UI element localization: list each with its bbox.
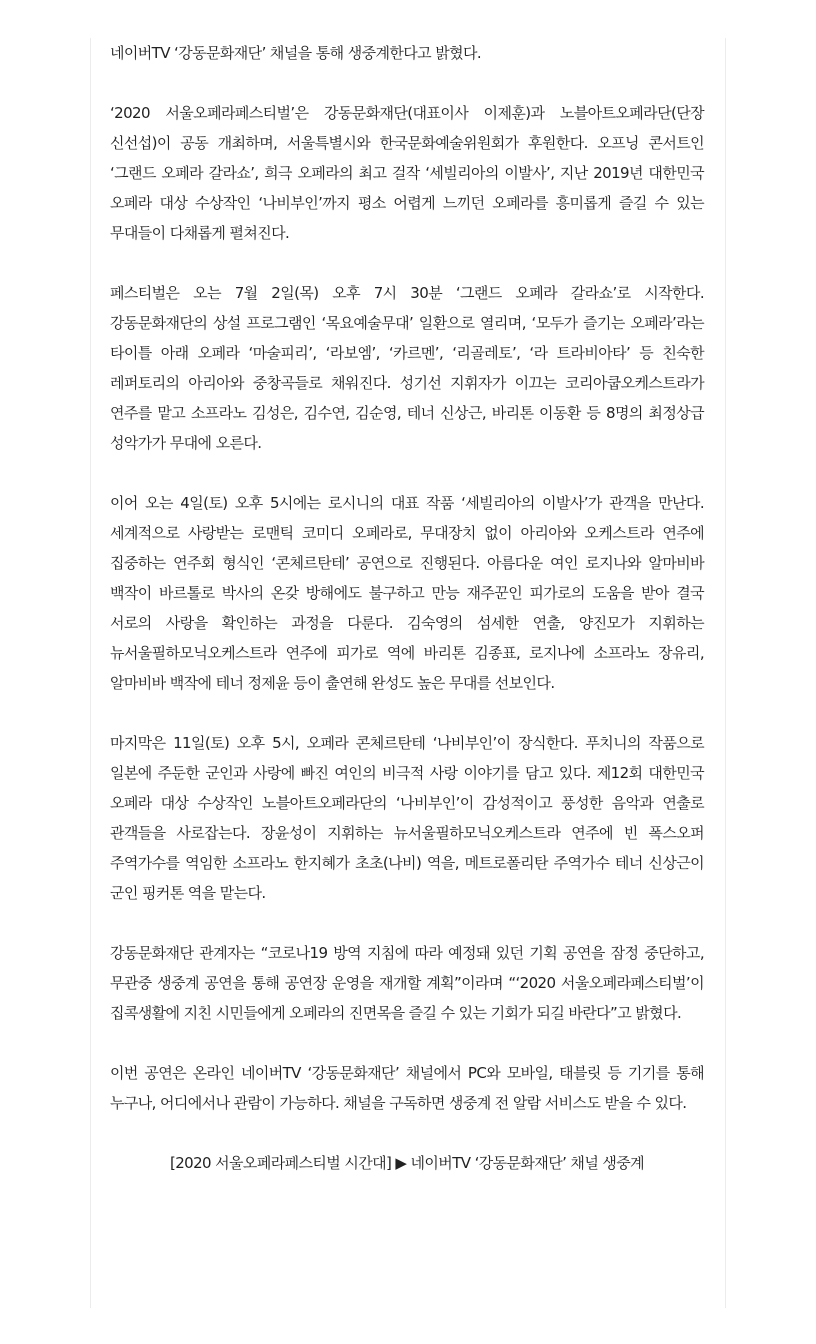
article-paragraph-4: 이어 오는 4일(토) 오후 5시에는 로시니의 대표 작품 ‘세빌리아의 이발사’가 관객을 만난다. 세계적으로 사랑받는 로맨틱 코미디 오페라로, 무대장치 없이 아리아와 오케스트라 연주에 집중하는 연주회 형식인 ‘콘체르탄테’ 공연으로 진행된다. 아름다운 여인 로지나와 알마비바 백작이 바르톨로 박사의 온갖 방해에도 불구하고 만능 재주꾼인 피가로의 도움을 받아 결국 서로의 사랑을 확인하는 과정을 다룬다. 김숙영의 섬세한 연출, 양진모가 지휘하는 뉴서울필하모닉오케스트라 연주에 피가로 역에 바리톤 김종표, 로지나에 소프라노 장유리, 알마비바 백작에 테너 정제윤 등이 출연해 완성도 높은 무대를 선보인다.	[110, 494, 704, 692]
article-paragraph-1: 네이버TV ‘강동문화재단’ 채널을 통해 생중계한다고 밝혔다.	[110, 44, 482, 62]
article-paragraph-2: ‘2020 서울오페라페스티벌’은 강동문화재단(대표이사 이제훈)과 노블아트오페라단(단장 신선섭)이 공동 개최하며, 서울특별시와 한국문화예술위원회가 후원한다. 오프닝 콘서트인 ‘그랜드 오페라 갈라쇼’, 희극 오페라의 최고 걸작 ‘세빌리아의 이발사’, 지난 2019년 대한민국 오페라 대상 수상작인 ‘나비부인’까지 평소 어렵게 느끼던 오페라를 흥미롭게 즐길 수 있는 무대들이 다채롭게 펼쳐진다.	[110, 104, 704, 242]
schedule-caption: [2020 서울오페라페스티벌 시간대] ▶ 네이버TV ‘강동문화재단’ 채널 생중계	[169, 1154, 645, 1172]
article-paragraph-7: 이번 공연은 온라인 네이버TV ‘강동문화재단’ 채널에서 PC와 모바일, 태블릿 등 기기를 통해 누구나, 어디에서나 관람이 가능하다. 채널을 구독하면 생중계 전 알람 서비스도 받을 수 있다.	[110, 1064, 704, 1112]
article-body	[110, 38, 704, 1178]
article-paragraph-6: 강동문화재단 관계자는 “코로나19 방역 지침에 따라 예정돼 있던 기획 공연을 잠정 중단하고, 무관중 생중계 공연을 통해 공연장 운영을 재개할 계획”이라며 “‘2020 서울오페라페스티벌’이 집콕생활에 지친 시민들에게 오페라의 진면목을 즐길 수 있는 기회가 되길 바란다”고 밝혔다.	[110, 944, 704, 1022]
article-paragraph-5: 마지막은 11일(토) 오후 5시, 오페라 콘체르탄테 ‘나비부인’이 장식한다. 푸치니의 작품으로 일본에 주둔한 군인과 사랑에 빠진 여인의 비극적 사랑 이야기를 담고 있다. 제12회 대한민국 오페라 대상 수상작인 노블아트오페라단의 ‘나비부인’이 감성적이고 풍성한 음악과 연출로 관객들을 사로잡는다. 장윤성이 지휘하는 뉴서울필하모닉오케스트라 연주에 빈 폭스오퍼 주역가수를 역임한 소프라노 한지혜가 초초(나비) 역을, 메트로폴리탄 주역가수 테너 신상근이 군인 핑커톤 역을 맡는다.	[110, 734, 704, 902]
article-paragraph-3: 페스티벌은 오는 7월 2일(목) 오후 7시 30분 ‘그랜드 오페라 갈라쇼’로 시작한다. 강동문화재단의 상설 프로그램인 ‘목요예술무대’ 일환으로 열리며, ‘모두가 즐기는 오페라’라는 타이틀 아래 오페라 ‘마술피리’, ‘라보엠’, ‘카르멘’, ‘리골레토’, ‘라 트라비아타’ 등 친숙한 레퍼토리의 아리아와 중창곡들로 채워진다. 성기선 지휘자가 이끄는 코리아쿱오케스트라가 연주를 맡고 소프라노 김성은, 김수연, 김순영, 테너 신상근, 바리톤 이동환 등 8명의 최정상급 성악가가 무대에 오른다.	[110, 284, 704, 452]
